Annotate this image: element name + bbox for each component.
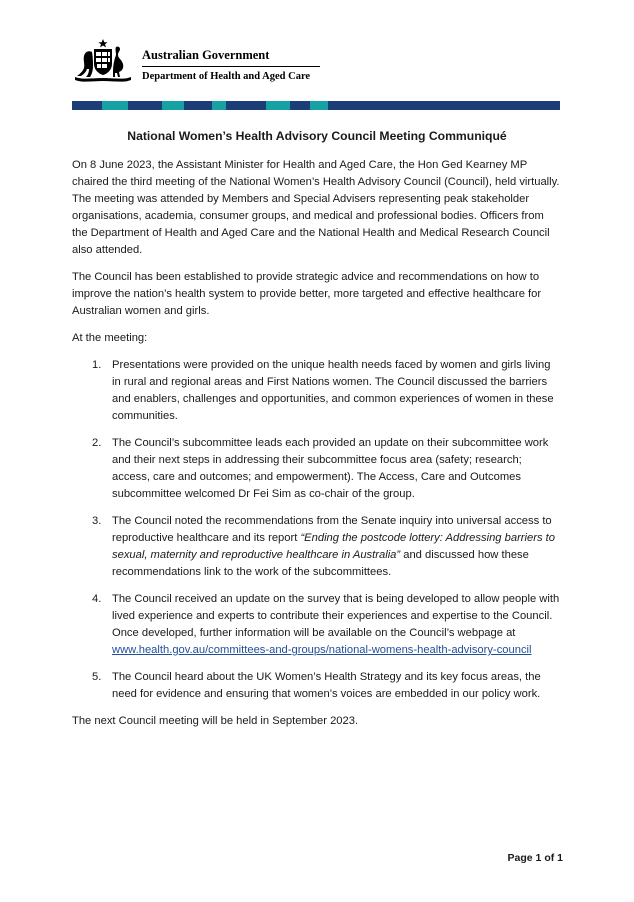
paragraph-list-intro: At the meeting: [72,332,148,344]
list-item-text: The Council’s subcommittee leads each provided an update on their subcommittee work and their next steps in addressing their subcommittee focus area (safety; research; access, care and outcomes; and empowerment). The Access, Care and Outcomes subcommittee welcomed Dr Fei Sim as co-chair of the group. [112,437,549,500]
list-item-number: 4. [92,593,102,605]
list-item [72,357,562,425]
list-item-text: The Council heard about the UK Women’s Health Strategy and its key focus areas, the need for evidence and ensuring that women’s voices are embedded in our policy work. [112,671,541,700]
meeting-items-list [72,357,562,703]
decorative-color-bar [72,101,560,110]
paragraph-council-purpose: The Council has been established to provide strategic advice and recommendations on how to improve the nation’s health system to provide better, more targeted and effective healthcare for Australian women and girls. [72,271,542,317]
list-item-number: 2. [92,437,102,449]
paragraph-meeting-summary: On 8 June 2023, the Assistant Minister for Health and Aged Care, the Hon Ged Kearney MP chaired the third meeting of the National Women’s Health Advisory Council (Council), held virtually. The meeting was attended by Members and Special Advisers representing peak stakeholder organisations, academia, consumer groups, and medical and professional bodies. Officers from the Department of Health and Aged Care and the National Health and Medical Research Council also attended. [72,159,560,256]
page-number: Page 1 of 1 [507,852,563,864]
government-name: Australian Government [142,48,270,62]
list-item [72,591,562,659]
report-title: “Ending the postcode lottery: Addressing barriers to sexual, maternity and reproductive healthcare in Australia” [112,532,555,561]
document-title: National Women’s Health Advisory Council Meeting Communiqué [127,129,507,143]
list-item [72,669,562,703]
communique-body [72,128,562,740]
agency-name-block [142,48,320,83]
list-item-number: 3. [92,515,102,527]
paragraph-next-meeting: The next Council meeting will be held in September 2023. [72,715,359,727]
list-item [72,435,562,503]
list-item-text: The Council received an update on the survey that is being developed to allow people with lived experience and experts to contribute their experiences and expertise to the Council. Once developed, further information will be available on the Council’s webpage at [112,593,560,639]
department-name: Department of Health and Aged Care [142,71,311,82]
council-webpage-link[interactable]: www.health.gov.au/committees-and-groups/national-womens-health-advisory-council [112,644,532,656]
list-item-text: Presentations were provided on the unique health needs faced by women and girls living in rural and regional areas and First Nations women. The Council discussed the barriers and enablers, challenges and opportunities, and common experiences of women in these communities. [112,359,554,422]
list-item [72,513,562,581]
list-item-number: 5. [92,671,102,683]
list-item-text-end: and discussed how these recommendations link to the work of the subcommittees. [112,549,529,578]
letterhead-divider [142,66,320,67]
list-item-text: The Council noted the recommendations from the Senate inquiry into universal access to reproductive healthcare and its report [112,515,552,544]
list-item-number: 1. [92,359,102,371]
australian-coat-of-arms-icon [72,38,134,84]
